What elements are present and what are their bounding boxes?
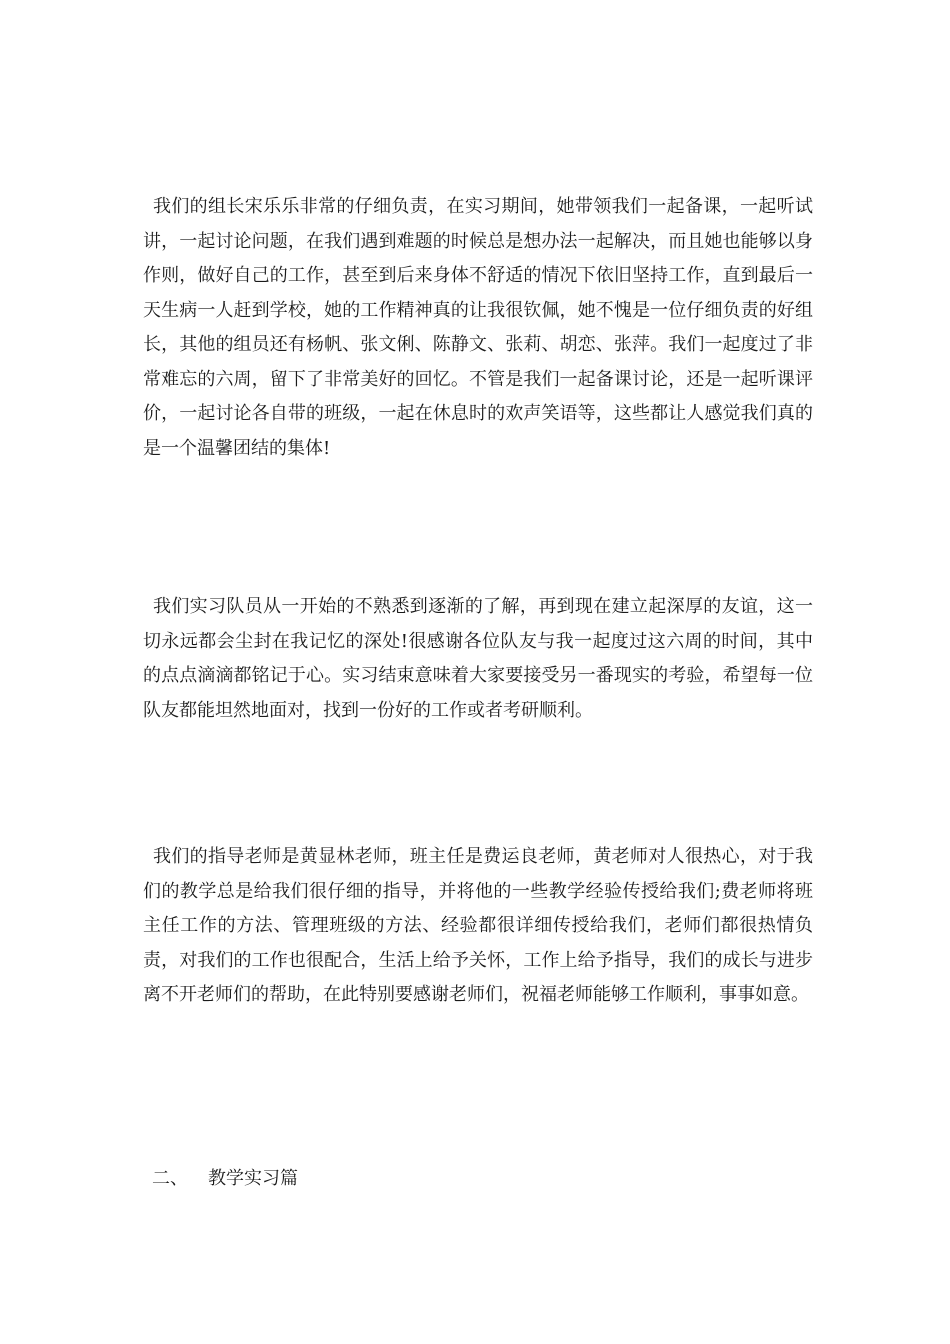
paragraph-teammates: 我们实习队员从一开始的不熟悉到逐渐的了解，再到现在建立起深厚的友谊，这一切永远都会尘封在我记忆的深处!很感谢各位队友与我一起度过这六周的时间，其中的点点滴滴都铭记于心。实习结束意味着大家要接受另一番现实的考验，希望每一位队友都能坦然地面对，找到一份好的工作或者考研顺利。	[143, 596, 813, 721]
section-number: 二、	[152, 1168, 188, 1189]
section-heading	[152, 1164, 298, 1194]
paragraph-teachers: 我们的指导老师是黄显林老师，班主任是费运良老师，黄老师对人很热心，对于我们的教学总是给我们很仔细的指导，并将他的一些教学经验传授给我们;费老师将班主任工作的方法、管理班级的方法、经验都很详细传授给我们，老师们都很热情负责，对我们的工作也很配合，生活上给予关怀，工作上给予指导，我们的成长与进步离不开老师们的帮助，在此特别要感谢老师们，祝福老师能够工作顺利，事事如意。	[143, 846, 813, 1005]
section-title: 教学实习篇	[208, 1168, 298, 1189]
paragraph-team-leader: 我们的组长宋乐乐非常的仔细负责，在实习期间，她带领我们一起备课，一起听试讲，一起讨论问题，在我们遇到难题的时候总是想办法一起解决，而且她也能够以身作则，做好自己的工作，甚至到后来身体不舒适的情况下依旧坚持工作，直到最后一天生病一人赶到学校，她的工作精神真的让我很钦佩，她不愧是一位仔细负责的好组长，其他的组员还有杨帆、张文俐、陈静文、张莉、胡恋、张萍。我们一起度过了非常难忘的六周，留下了非常美好的回忆。不管是我们一起备课讨论，还是一起听课评价，一起讨论各自带的班级，一起在休息时的欢声笑语等，这些都让人感觉我们真的是一个温馨团结的集体!	[143, 196, 813, 459]
